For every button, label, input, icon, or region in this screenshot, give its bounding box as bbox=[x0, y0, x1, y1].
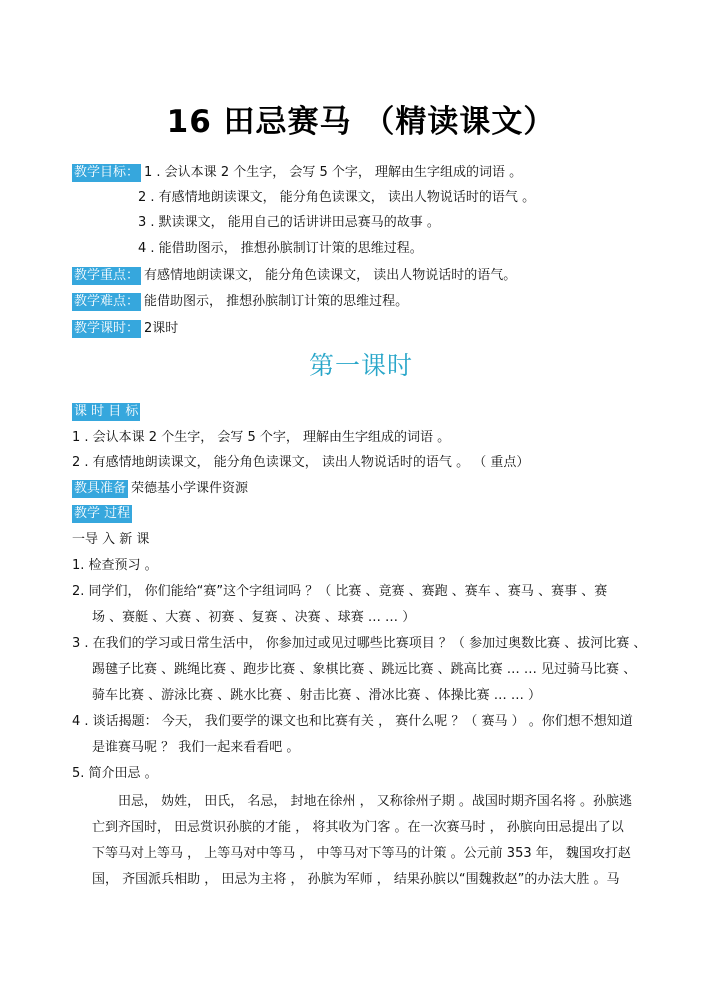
step-item-continued: 踢毽子比赛 、跳绳比赛 、跑步比赛 、象棋比赛 、跳远比赛 、跳高比赛 … … 见过骑马比赛 、 bbox=[92, 662, 637, 677]
key-points-text: 有感情地朗读课文， 能分角色读课文， 读出人物说话时的语气。 bbox=[144, 268, 517, 283]
periods-row bbox=[72, 320, 178, 338]
step-item-continued: 是谁赛马呢 ？ 我们一起来看看吧 。 bbox=[92, 740, 300, 755]
lesson-goal-item: 1 . 会认本课 2 个生字， 会写 5 个字， 理解由生字组成的词语 。 bbox=[72, 430, 451, 445]
process-label: 教学 过程 bbox=[74, 506, 131, 521]
materials-label: 教具准备 bbox=[74, 481, 127, 496]
step-item: 1. 检查预习 。 bbox=[72, 558, 158, 573]
lesson-goals-row bbox=[72, 403, 143, 421]
teaching-goals-row bbox=[72, 164, 522, 182]
step-item: 5. 简介田忌 。 bbox=[72, 766, 158, 781]
step-item: 4 . 谈话揭题： 今天， 我们要学的课文也和比赛有关 ， 赛什么呢 ？（ 赛马 ） 。你们想不想知道 bbox=[72, 714, 633, 729]
teaching-goal-item: 4 . 能借助图示， 推想孙膑制订计策的思维过程。 bbox=[138, 241, 423, 256]
difficulties-label: 教学难点： bbox=[74, 294, 140, 309]
bio-paragraph-line: 下等马对上等马 ， 上等马对中等马 ， 中等马对下等马的计策 。公元前 353 年， 魏国攻打赵 bbox=[92, 846, 631, 861]
lesson-goal-item: 2 . 有感情地朗读课文， 能分角色读课文， 读出人物说话时的语气 。 （ 重点） bbox=[72, 455, 530, 470]
difficulties-text: 能借助图示， 推想孙膑制订计策的思维过程。 bbox=[144, 294, 409, 309]
page-title: 16 田忌赛马 （精读课文） bbox=[166, 104, 556, 140]
intro-heading: 一导 入 新 课 bbox=[72, 532, 150, 547]
difficulties-row bbox=[72, 293, 408, 311]
key-points-label: 教学重点： bbox=[74, 268, 140, 283]
periods-label: 教学课时： bbox=[74, 321, 140, 336]
process-row bbox=[72, 505, 135, 523]
bio-paragraph-line: 田忌， 妫姓， 田氏， 名忌， 封地在徐州 ， 又称徐州子期 。战国时期齐国名将 。孙膑逃 bbox=[118, 794, 633, 809]
teaching-goal-item: 2 . 有感情地朗读课文， 能分角色读课文， 读出人物说话时的语气 。 bbox=[138, 190, 536, 205]
lesson-goals-label: 课 时 目 标 bbox=[74, 404, 139, 419]
materials-row bbox=[72, 480, 248, 498]
step-item: 2. 同学们， 你们能给“赛”这个字组词吗 ？（ 比赛 、竟赛 、赛跑 、赛车 、赛马 、赛事 、赛 bbox=[72, 584, 608, 599]
periods-text: 2课时 bbox=[144, 321, 179, 336]
bio-paragraph-line: 国， 齐国派兵相助 ， 田忌为主将 ， 孙膑为军师 ， 结果孙膑以“围魏救赵”的办法大胜 。马 bbox=[92, 872, 620, 887]
teaching-goals-label: 教学目标： bbox=[74, 165, 140, 180]
teaching-goal-item: 1 . 会认本课 2 个生字， 会写 5 个字， 理解由生字组成的词语 。 bbox=[144, 165, 523, 180]
materials-text: 荣德基小学课件资源 bbox=[131, 481, 249, 496]
section-title: 第一课时 bbox=[308, 351, 413, 380]
step-item: 3 . 在我们的学习或日常生活中， 你参加过或见过哪些比赛项目 ？（ 参加过奥数比赛 、拔河比赛 、 bbox=[72, 636, 647, 651]
step-item-continued: 场 、赛艇 、大赛 、初赛 、复赛 、决赛 、球赛 … … ） bbox=[92, 610, 416, 625]
step-item-continued: 骑车比赛 、游泳比赛 、跳水比赛 、射击比赛 、滑冰比赛 、体操比赛 … … ） bbox=[92, 688, 542, 703]
bio-paragraph-line: 亡到齐国时， 田忌赏识孙膑的才能 ， 将其收为门客 。在一次赛马时 ， 孙膑向田忌提出了以 bbox=[92, 820, 624, 835]
key-points-row bbox=[72, 267, 516, 285]
teaching-goal-item: 3 . 默读课文， 能用自己的话讲讲田忌赛马的故事 。 bbox=[138, 215, 440, 230]
